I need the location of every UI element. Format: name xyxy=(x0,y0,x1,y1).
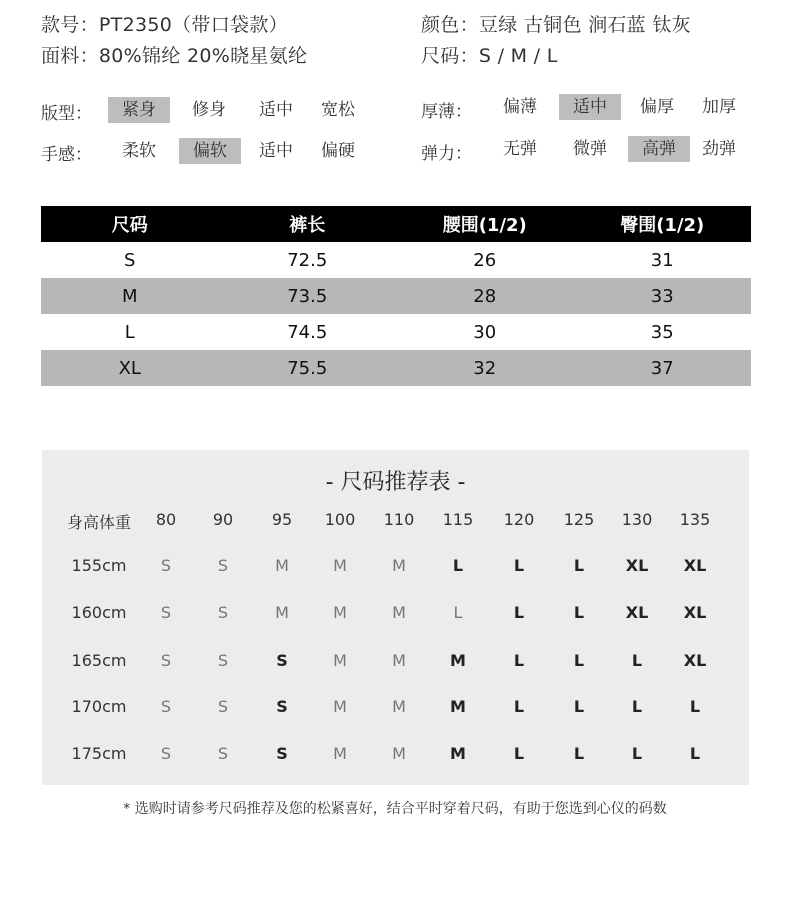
recommended-size: M xyxy=(333,744,347,763)
weight-header: 80 xyxy=(155,510,177,529)
thickness-option-2: 适中 xyxy=(559,94,621,120)
recommended-size: M xyxy=(392,603,406,622)
recommended-size: L xyxy=(573,603,585,622)
recommended-size: M xyxy=(392,651,406,670)
weight-header: 100 xyxy=(324,510,356,529)
recommended-size: L xyxy=(513,603,525,622)
elasticity-option-1: 无弹 xyxy=(503,139,537,159)
recommended-size: S xyxy=(160,651,172,670)
table-cell: 35 xyxy=(650,321,674,343)
height-label: 160cm xyxy=(71,603,127,622)
table-cell: 37 xyxy=(574,350,752,386)
weight-header: 90 xyxy=(212,510,234,529)
recommended-size: L xyxy=(513,556,525,575)
thickness-label: 厚薄： xyxy=(421,102,472,122)
feel-label: 手感： xyxy=(41,145,92,165)
recommended-size: M xyxy=(450,651,466,670)
table-cell: XL xyxy=(41,350,219,386)
elasticity-label: 弹力： xyxy=(421,144,472,164)
recommended-size: M xyxy=(333,603,347,622)
fit-option-1: 紧身 xyxy=(108,97,170,123)
fit-label: 版型： xyxy=(41,104,92,124)
height-label: 170cm xyxy=(71,697,127,716)
header-hip: 臀围(1/2) xyxy=(574,206,752,242)
recommended-size: XL xyxy=(683,556,707,575)
recommended-size: S xyxy=(276,697,288,716)
recommended-size: S xyxy=(160,603,172,622)
recommended-size: M xyxy=(450,697,466,716)
table-cell: 73.5 xyxy=(219,278,397,314)
table-row xyxy=(41,278,751,314)
recommended-size: L xyxy=(573,556,585,575)
height-label: 175cm xyxy=(71,744,127,763)
recommended-size: XL xyxy=(625,603,649,622)
style-number: 款号：PT2350（带口袋款） xyxy=(41,14,288,36)
weight-header: 125 xyxy=(563,510,595,529)
table-cell: 32 xyxy=(396,350,574,386)
weight-header: 120 xyxy=(503,510,535,529)
recommended-size: L xyxy=(573,744,585,763)
table-cell: 30 xyxy=(473,321,497,343)
recommended-size: M xyxy=(450,744,466,763)
table-cell: 28 xyxy=(396,278,574,314)
corner-label: 身高体重 xyxy=(66,513,131,532)
elasticity-option-3: 高弹 xyxy=(628,136,690,162)
elasticity-option-4: 劲弹 xyxy=(702,139,736,159)
recommended-size: XL xyxy=(683,603,707,622)
header-size: 尺码 xyxy=(41,206,219,242)
recommended-size: L xyxy=(513,744,525,763)
size-options: 尺码：S / M / L xyxy=(421,45,558,67)
table-cell: 31 xyxy=(650,249,674,271)
elasticity-option-2: 微弹 xyxy=(573,139,607,159)
recommended-size: L xyxy=(513,697,525,716)
table-cell: 74.5 xyxy=(287,321,328,343)
recommended-size: L xyxy=(573,697,585,716)
recommended-size: S xyxy=(276,744,288,763)
recommended-size: M xyxy=(392,556,406,575)
feel-option-3: 适中 xyxy=(259,141,293,161)
recommended-size: M xyxy=(333,556,347,575)
fit-option-4: 宽松 xyxy=(321,100,355,120)
recommended-size: S xyxy=(160,744,172,763)
weight-header: 135 xyxy=(679,510,711,529)
recommended-size: L xyxy=(689,744,701,763)
recommended-size: L xyxy=(513,651,525,670)
recommended-size: L xyxy=(631,651,643,670)
recommended-size: S xyxy=(217,556,229,575)
recommendation-title: - 尺码推荐表 - xyxy=(325,470,466,495)
table-row xyxy=(41,314,751,350)
table-cell: S xyxy=(124,249,136,271)
recommended-size: S xyxy=(217,697,229,716)
recommended-size: S xyxy=(217,651,229,670)
recommended-size: S xyxy=(217,744,229,763)
thickness-option-1: 偏薄 xyxy=(503,97,537,117)
fit-option-2: 修身 xyxy=(192,100,226,120)
recommended-size: S xyxy=(276,651,288,670)
table-cell: 33 xyxy=(574,278,752,314)
table-cell: M xyxy=(41,278,219,314)
feel-option-1: 柔软 xyxy=(122,141,156,161)
recommended-size: M xyxy=(392,744,406,763)
recommended-size: M xyxy=(275,556,289,575)
fit-option-3: 适中 xyxy=(259,100,293,120)
size-chart-table xyxy=(41,206,751,386)
color-options: 颜色：豆绿 古铜色 涧石蓝 钛灰 xyxy=(421,14,691,36)
table-row xyxy=(41,350,751,386)
table-row xyxy=(41,242,751,278)
recommended-size: S xyxy=(217,603,229,622)
feel-option-4: 偏硬 xyxy=(321,141,355,161)
recommended-size: S xyxy=(160,556,172,575)
table-cell: 75.5 xyxy=(219,350,397,386)
weight-header: 130 xyxy=(621,510,653,529)
recommended-size: XL xyxy=(683,651,707,670)
recommended-size: L xyxy=(631,697,643,716)
height-label: 155cm xyxy=(71,556,127,575)
recommended-size: M xyxy=(392,697,406,716)
recommended-size: L xyxy=(689,697,701,716)
recommended-size: L xyxy=(452,556,464,575)
recommended-size: L xyxy=(453,603,463,622)
fabric-info: 面料：80%锦纶 20%晓星氨纶 xyxy=(41,45,308,67)
recommended-size: M xyxy=(333,651,347,670)
header-length: 裤长 xyxy=(219,206,397,242)
table-cell: L xyxy=(124,321,135,343)
table-cell: 26 xyxy=(473,249,497,271)
thickness-option-3: 偏厚 xyxy=(640,97,674,117)
header-waist: 腰围(1/2) xyxy=(396,206,574,242)
weight-header: 115 xyxy=(442,510,474,529)
height-label: 165cm xyxy=(71,651,127,670)
recommended-size: M xyxy=(333,697,347,716)
thickness-option-4: 加厚 xyxy=(702,97,736,117)
recommended-size: M xyxy=(275,603,289,622)
recommended-size: L xyxy=(631,744,643,763)
size-chart-header xyxy=(41,206,751,242)
table-cell: 72.5 xyxy=(287,249,328,271)
recommended-size: S xyxy=(160,697,172,716)
weight-header: 110 xyxy=(383,510,415,529)
footnote: * 选购时请参考尺码推荐及您的松紧喜好，结合平时穿着尺码，有助于您选到心仪的码数 xyxy=(123,801,667,817)
size-recommendation-panel xyxy=(42,450,749,785)
recommended-size: L xyxy=(573,651,585,670)
recommended-size: XL xyxy=(625,556,649,575)
weight-header: 95 xyxy=(271,510,293,529)
feel-option-2: 偏软 xyxy=(179,138,241,164)
